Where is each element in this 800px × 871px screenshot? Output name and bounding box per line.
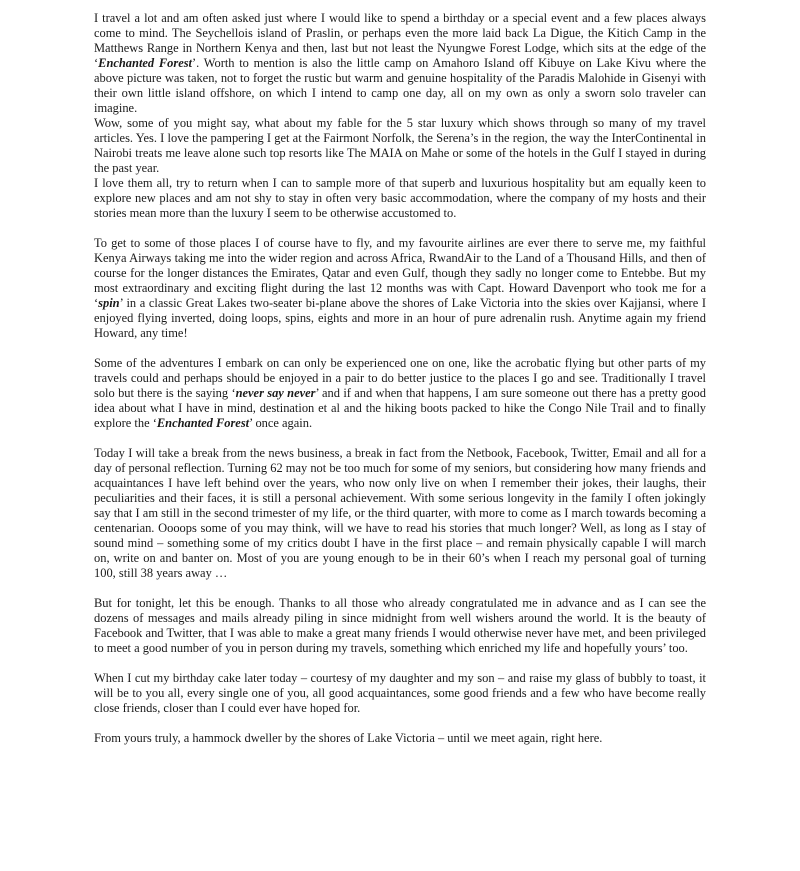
paragraph-p8 xyxy=(94,671,706,716)
body-text: ’ and if and when that happens, I am sure someone out there has a pretty good idea about what I have in mind, destination et al and the hiking boots packed to hike the Congo Nile Trail and to finally explore the ‘ xyxy=(94,386,706,430)
body-text: Some of the adventures I embark on can only be experienced one on one, like the acrobatic flying but other parts of my travels could and perhaps should be enjoyed in a pair to do better justice to the places I go and see. Traditionally I travel solo but there is the saying ‘ xyxy=(94,356,706,400)
paragraph-p4 xyxy=(94,236,706,341)
emphasis-text: spin xyxy=(98,296,120,310)
emphasis-text: Enchanted Forest xyxy=(156,416,250,430)
paragraph-p5 xyxy=(94,356,706,431)
body-text: Today I will take a break from the news business, a break in fact from the Netbook, Facebook, Twitter, Email and all for a day of personal reflection. Turning 62 may not be too much for some of my seniors, but considering how many friends and acquaintances I have left behind over the years, who now only live on when I remember their jokes, their laughs, their peculiarities and their faces, it is still a personal achievement. With some serious longevity in the family I often jokingly say that I am still in the second trimester of my life, or the third quarter, with more to come as I march towards becoming a centenarian. Oooops some of you may think, will we have to read his stories that much longer? Well, as long as I stay of sound mind – something some of my critics doubt I have in the first place – and remain physically capable I will march on, write on and banter on. Most of you are young enough to be in their 60’s when I reach my personal goal of turning 100, still 38 years away … xyxy=(94,446,706,580)
body-text: ’ once again. xyxy=(249,416,313,430)
emphasis-text: Enchanted Forest xyxy=(98,56,193,70)
body-text: When I cut my birthday cake later today – courtesy of my daughter and my son – and raise my glass of bubbly to toast, it will be to you all, every single one of you, all good acquaintances, some good friends and a few who have become really close friends, closer than I could ever have hoped for. xyxy=(94,671,706,715)
paragraph-p9 xyxy=(94,731,706,746)
body-text: ’ in a classic Great Lakes two-seater bi-plane above the shores of Lake Victoria into the skies over Kajjansi, where I enjoyed flying inverted, doing loops, spins, eights and more in an hour of pure adrenalin rush. Anytime again my friend Howard, any time! xyxy=(94,296,706,340)
paragraph-p3 xyxy=(94,176,706,221)
body-text: From yours truly, a hammock dweller by the shores of Lake Victoria – until we meet again, right here. xyxy=(94,731,603,745)
body-text: I travel a lot and am often asked just where I would like to spend a birthday or a special event and a few places always come to mind. The Seychellois island of Praslin, or perhaps even the more laid back La Digue, the Kitich Camp in the Matthews Range in Northern Kenya and then, last but not least the Nyungwe Forest Lodge, which sits at the edge of the ‘ xyxy=(94,11,706,70)
body-text: Wow, some of you might say, what about my fable for the 5 star luxury which shows through so many of my travel articles. Yes. I love the pampering I get at the Fairmont Norfolk, the Serena’s in the region, the way the InterContinental in Nairobi treats me leave alone such top resorts like The MAIA on Mahe or some of the hotels in the Gulf I stayed in during the past year. xyxy=(94,116,706,175)
body-text: I love them all, try to return when I can to sample more of that superb and luxurious hospitality but am equally keen to explore new places and am not shy to stay in often very basic accommodation, where the company of my hosts and their stories mean more than the luxury I seem to be otherwise accustomed to. xyxy=(94,176,706,220)
paragraph-p2 xyxy=(94,116,706,176)
document-page xyxy=(94,11,706,746)
body-text: To get to some of those places I of course have to fly, and my favourite airlines are ever there to serve me, my faithful Kenya Airways taking me into the wider region and across Africa, RwandAir to the Land of a Thousand Hills, and then of course for the longer distances the Emirates, Qatar and even Gulf, though they sadly no longer come to Entebbe. But my most extraordinary and exciting flight during the last 12 months was with Capt. Howard Davenport who took me for a ‘ xyxy=(94,236,706,310)
body-text: ’. Worth to mention is also the little camp on Amahoro Island off Kibuye on Lake Kivu where the above picture was taken, not to forget the rustic but warm and genuine hospitality of the Paradis Malohide in Gisenyi with their own little island offshore, on which I intend to camp one day, all on my own as only a sworn solo traveler can imagine. xyxy=(94,56,706,115)
body-text: But for tonight, let this be enough. Thanks to all those who already congratulated me in advance and as I can see the dozens of messages and mails already piling in since midnight from well wishers around the world. It is the beauty of Facebook and Twitter, that I was able to make a great many friends I would otherwise never have met, and been privileged to meet a good number of you in person during my travels, something which enriched my life and hopefully yours’ too. xyxy=(94,596,706,655)
paragraph-p7 xyxy=(94,596,706,656)
paragraph-p6 xyxy=(94,446,706,581)
emphasis-text: never say never xyxy=(235,386,316,400)
paragraph-p1 xyxy=(94,11,706,116)
